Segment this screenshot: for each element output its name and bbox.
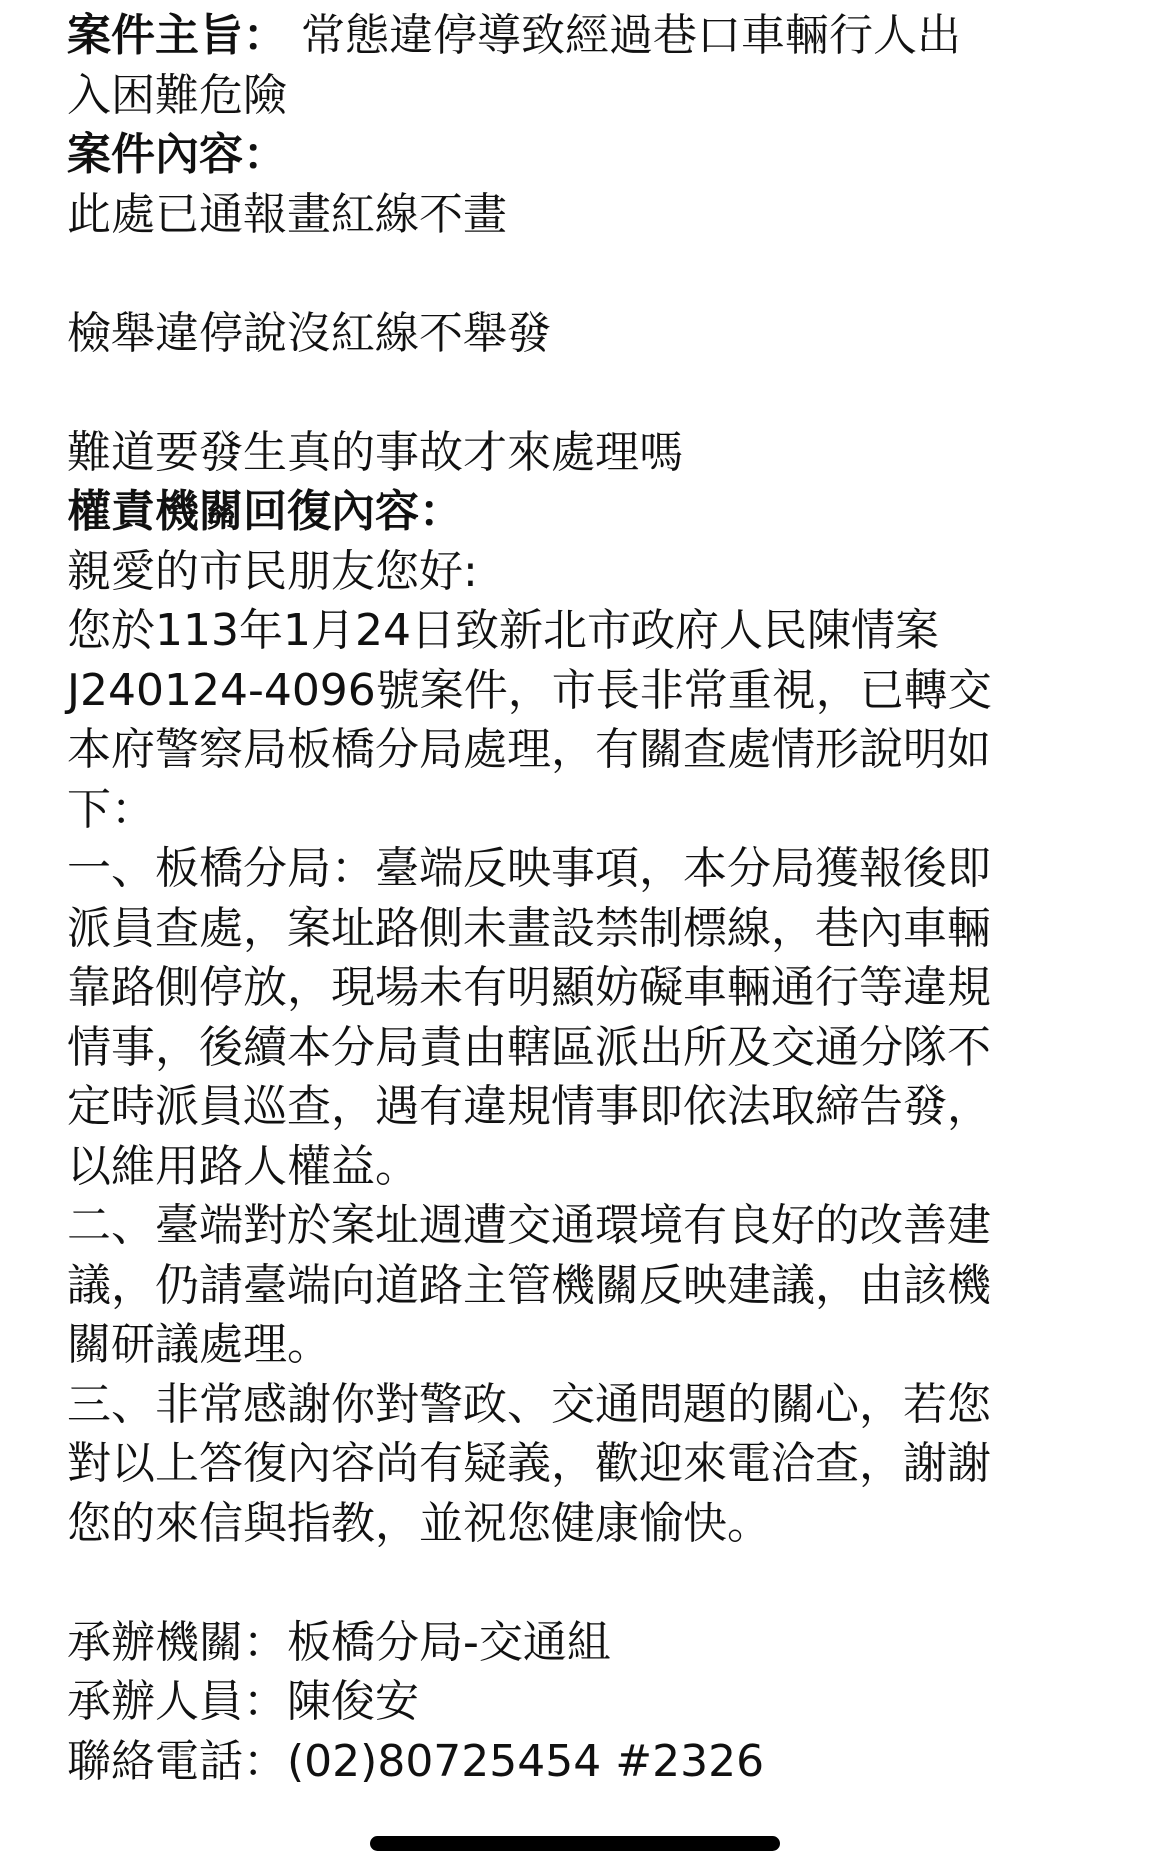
reply-line: 關研議處理。 xyxy=(67,1319,331,1370)
contact-phone: 聯絡電話：(02)80725454 #2326 xyxy=(67,1735,765,1787)
reply-line: 情事，後續本分局責由轄區派出所及交通分隊不 xyxy=(67,1021,991,1073)
reply-line: 派員查處，案址路側未畫設禁制標線，巷內車輛 xyxy=(67,902,991,954)
reply-line: 您的來信與指教，並祝您健康愉快。 xyxy=(67,1497,771,1549)
reply-line: 定時派員巡查，遇有違規情事即依法取締告發， xyxy=(67,1081,991,1132)
home-indicator[interactable] xyxy=(370,1836,780,1851)
subject-label: 案件主旨： xyxy=(67,10,287,61)
reply-line: J240124-4096號案件，市長非常重視，已轉交 xyxy=(67,664,992,716)
reply-line: 議，仍請臺端向道路主管機關反映建議，由該機 xyxy=(67,1259,991,1311)
blank-line xyxy=(67,244,1117,304)
subject-text: 常態違停導致經過巷口車輛行人出 xyxy=(287,10,961,61)
reply-line: 下： xyxy=(67,783,155,835)
content-line: 難道要發生真的事故才來處理嗎 xyxy=(67,426,683,478)
message-body xyxy=(67,6,1117,1791)
content-line: 檢舉違停說沒紅線不舉發 xyxy=(67,307,551,359)
contact-officer: 承辦人員：陳俊安 xyxy=(67,1676,419,1727)
blank-line xyxy=(67,363,1117,423)
reply-line: 一、板橋分局：臺端反映事項，本分局獲報後即 xyxy=(67,843,991,894)
reply-line: 二、臺端對於案址週遭交通環境有良好的改善建 xyxy=(67,1200,991,1251)
contact-agency: 承辦機關：板橋分局-交通組 xyxy=(67,1616,611,1668)
subject-row xyxy=(67,6,1117,66)
blank-line xyxy=(67,1553,1117,1613)
reply-line: 靠路側停放，現場未有明顯妨礙車輛通行等違規 xyxy=(67,962,991,1013)
subject-text-continued: 入困難危險 xyxy=(67,69,287,121)
reply-line: 以維用路人權益。 xyxy=(67,1140,419,1192)
reply-label: 權責機關回復內容： xyxy=(67,486,463,537)
reply-line: 對以上答復內容尚有疑義，歡迎來電洽查，謝謝 xyxy=(67,1438,991,1489)
content-label: 案件內容： xyxy=(67,129,287,180)
reply-line: 親愛的市民朋友您好: xyxy=(67,545,478,597)
content-line: 此處已通報畫紅線不畫 xyxy=(67,188,507,240)
reply-line: 本府警察局板橋分局處理，有關查處情形說明如 xyxy=(67,724,991,775)
reply-line: 您於113年1月24日致新北市政府人民陳情案 xyxy=(67,605,939,656)
reply-line: 三、非常感謝你對警政、交通問題的關心，若您 xyxy=(67,1378,991,1430)
